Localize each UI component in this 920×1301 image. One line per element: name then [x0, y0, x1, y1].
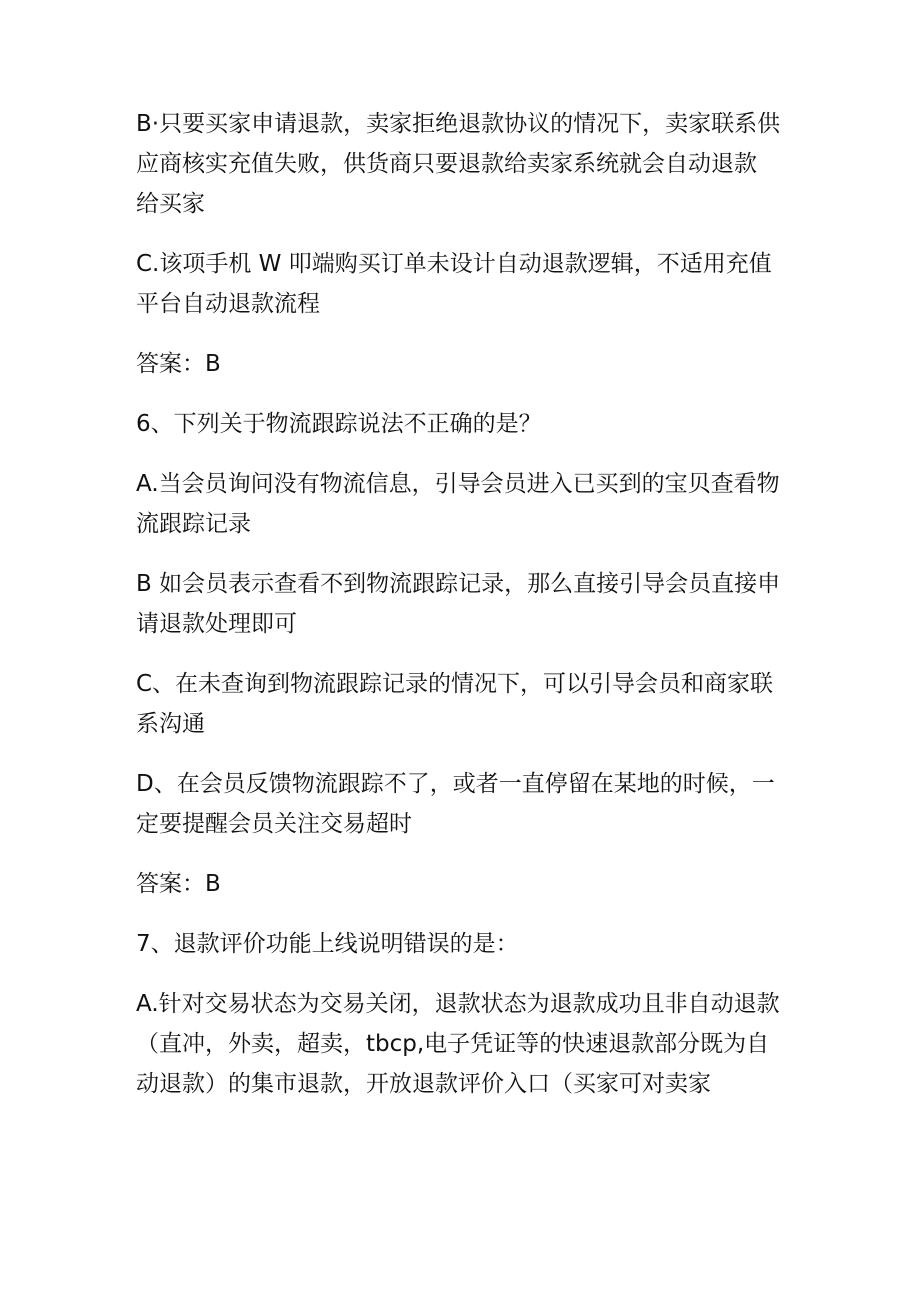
question-line: 6、下列关于物流跟踪说法不正确的是？ — [136, 411, 542, 437]
text-line: A.针对交易状态为交易关闭，退款状态为退款成功且非自动退款 — [136, 991, 780, 1017]
text-line: 给买家 — [136, 191, 205, 217]
text-line: （直冲，外卖，超卖，tbcp,电子凭证等的快速退款部分既为自 — [136, 1031, 770, 1057]
text-line: 应商核实充值失败，供货商只要退款给卖家系统就会自动退款 — [136, 151, 757, 177]
text-line: 定要提醒会员关注交易超时 — [136, 811, 412, 837]
text-line: C、在未查询到物流跟踪记录的情况下，可以引导会员和商家联 — [136, 671, 774, 697]
text-line: 请退款处理即可 — [136, 611, 297, 637]
option-a-q6 — [136, 464, 796, 544]
text-line: B 如会员表示查看不到物流跟踪记录，那么直接引导会员直接申 — [136, 571, 781, 597]
text-line: 动退款）的集市退款，开放退款评价入口（买家可对卖家 — [136, 1071, 711, 1097]
text-line: D、在会员反馈物流跟踪不了，或者一直停留在某地的时候，一 — [136, 771, 775, 797]
document-body — [136, 104, 796, 1104]
option-a-q7 — [136, 984, 796, 1104]
question-7 — [136, 924, 796, 964]
option-b-q6 — [136, 564, 796, 644]
option-b-q5 — [136, 104, 796, 224]
text-line: 系沟通 — [136, 711, 205, 737]
answer-q5 — [136, 344, 796, 384]
text-line: 平台自动退款流程 — [136, 291, 320, 317]
question-line: 7、退款评价功能上线说明错误的是： — [136, 931, 519, 957]
text-line: B·只要买家申请退款，卖家拒绝退款协议的情况下，卖家联系供 — [136, 111, 781, 137]
option-d-q6 — [136, 764, 796, 844]
option-c-q5 — [136, 244, 796, 324]
text-line: C.该项手机 W 叩端购买订单未设计自动退款逻辑，不适用充值 — [136, 251, 772, 277]
question-6 — [136, 404, 796, 444]
answer-q6 — [136, 864, 796, 904]
option-c-q6 — [136, 664, 796, 744]
text-line: 流跟踪记录 — [136, 511, 251, 537]
answer-line: 答案：B — [136, 351, 221, 377]
text-line: A.当会员询问没有物流信息，引导会员进入已买到的宝贝查看物 — [136, 471, 780, 497]
answer-line: 答案：B — [136, 871, 221, 897]
